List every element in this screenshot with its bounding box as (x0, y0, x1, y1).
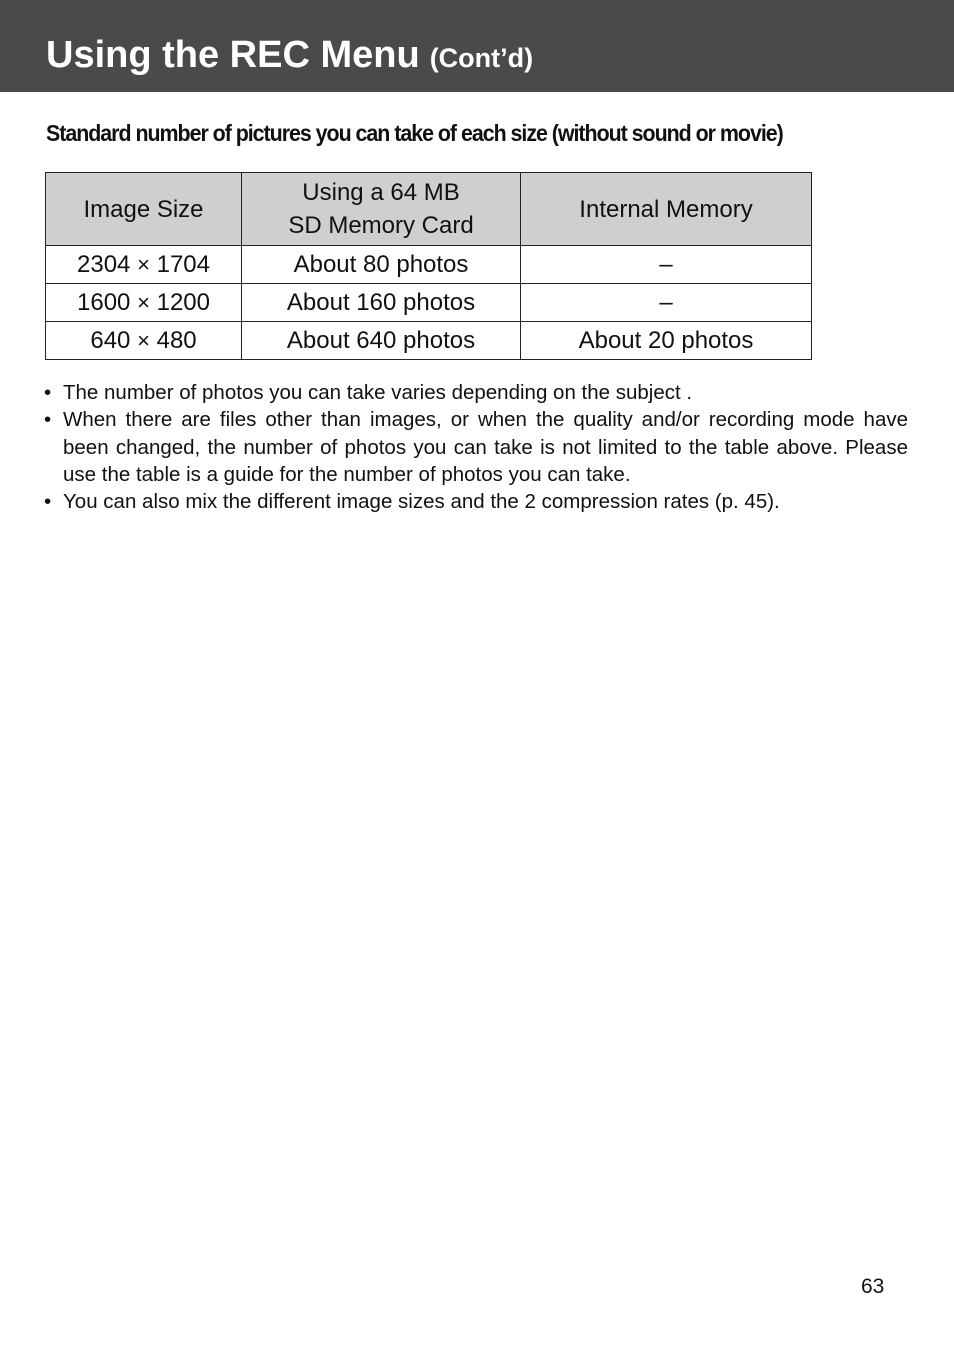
bullet: • (44, 381, 52, 404)
cell-sd-card: About 80 photos (242, 246, 521, 284)
cell-image-size (46, 284, 242, 322)
page-title-suffix: (Cont’d) (429, 43, 534, 73)
page-number: 63 (861, 1275, 885, 1298)
note-text: You can also mix the different image sizes and the 2 compression rates (p. 45). (63, 490, 780, 514)
table-row (46, 322, 812, 360)
header-sd-card (242, 173, 521, 246)
page-title (46, 34, 533, 77)
cell-sd-card: About 160 photos (242, 284, 521, 322)
notes-list (44, 379, 908, 515)
header-sd-card-line2: SD Memory Card (288, 212, 474, 239)
image-width: 2304 (77, 250, 131, 278)
page-title-text: Using the REC Menu (46, 34, 420, 76)
image-size-table (45, 172, 812, 360)
cell-internal-memory: – (521, 284, 812, 322)
bullet: • (44, 408, 52, 432)
note-item (44, 406, 908, 488)
cell-sd-card: About 640 photos (242, 322, 521, 360)
cell-internal-memory: – (521, 246, 812, 284)
note-text: The number of photos you can take varies depending on the subject . (63, 381, 693, 404)
times-sign: × (137, 251, 150, 277)
image-height: 1704 (156, 250, 210, 278)
header-bar (0, 0, 954, 92)
header-image-size: Image Size (46, 173, 242, 246)
bullet: • (44, 490, 52, 514)
note-item (44, 379, 908, 406)
times-sign: × (137, 289, 150, 315)
note-item (44, 488, 908, 515)
header-sd-card-line1: Using a 64 MB (302, 179, 460, 206)
image-width: 640 (90, 326, 131, 354)
cell-internal-memory: About 20 photos (521, 322, 812, 360)
note-text: When there are files other than images, or when the quality and/or recording mode have been changed, the number of photos you can take is not limited to the table above. Please use the table is a guide for the number of photos you can take. (63, 408, 908, 486)
times-sign: × (137, 327, 150, 353)
table-row (46, 246, 812, 284)
header-internal-memory: Internal Memory (521, 173, 812, 246)
section-heading: Standard number of pictures you can take of each size (without sound or movie) (46, 120, 783, 146)
image-height: 1200 (156, 288, 210, 316)
image-height: 480 (156, 326, 197, 354)
table-header-row (46, 173, 812, 246)
table-row (46, 284, 812, 322)
cell-image-size (46, 246, 242, 284)
image-width: 1600 (77, 288, 131, 316)
cell-image-size (46, 322, 242, 360)
